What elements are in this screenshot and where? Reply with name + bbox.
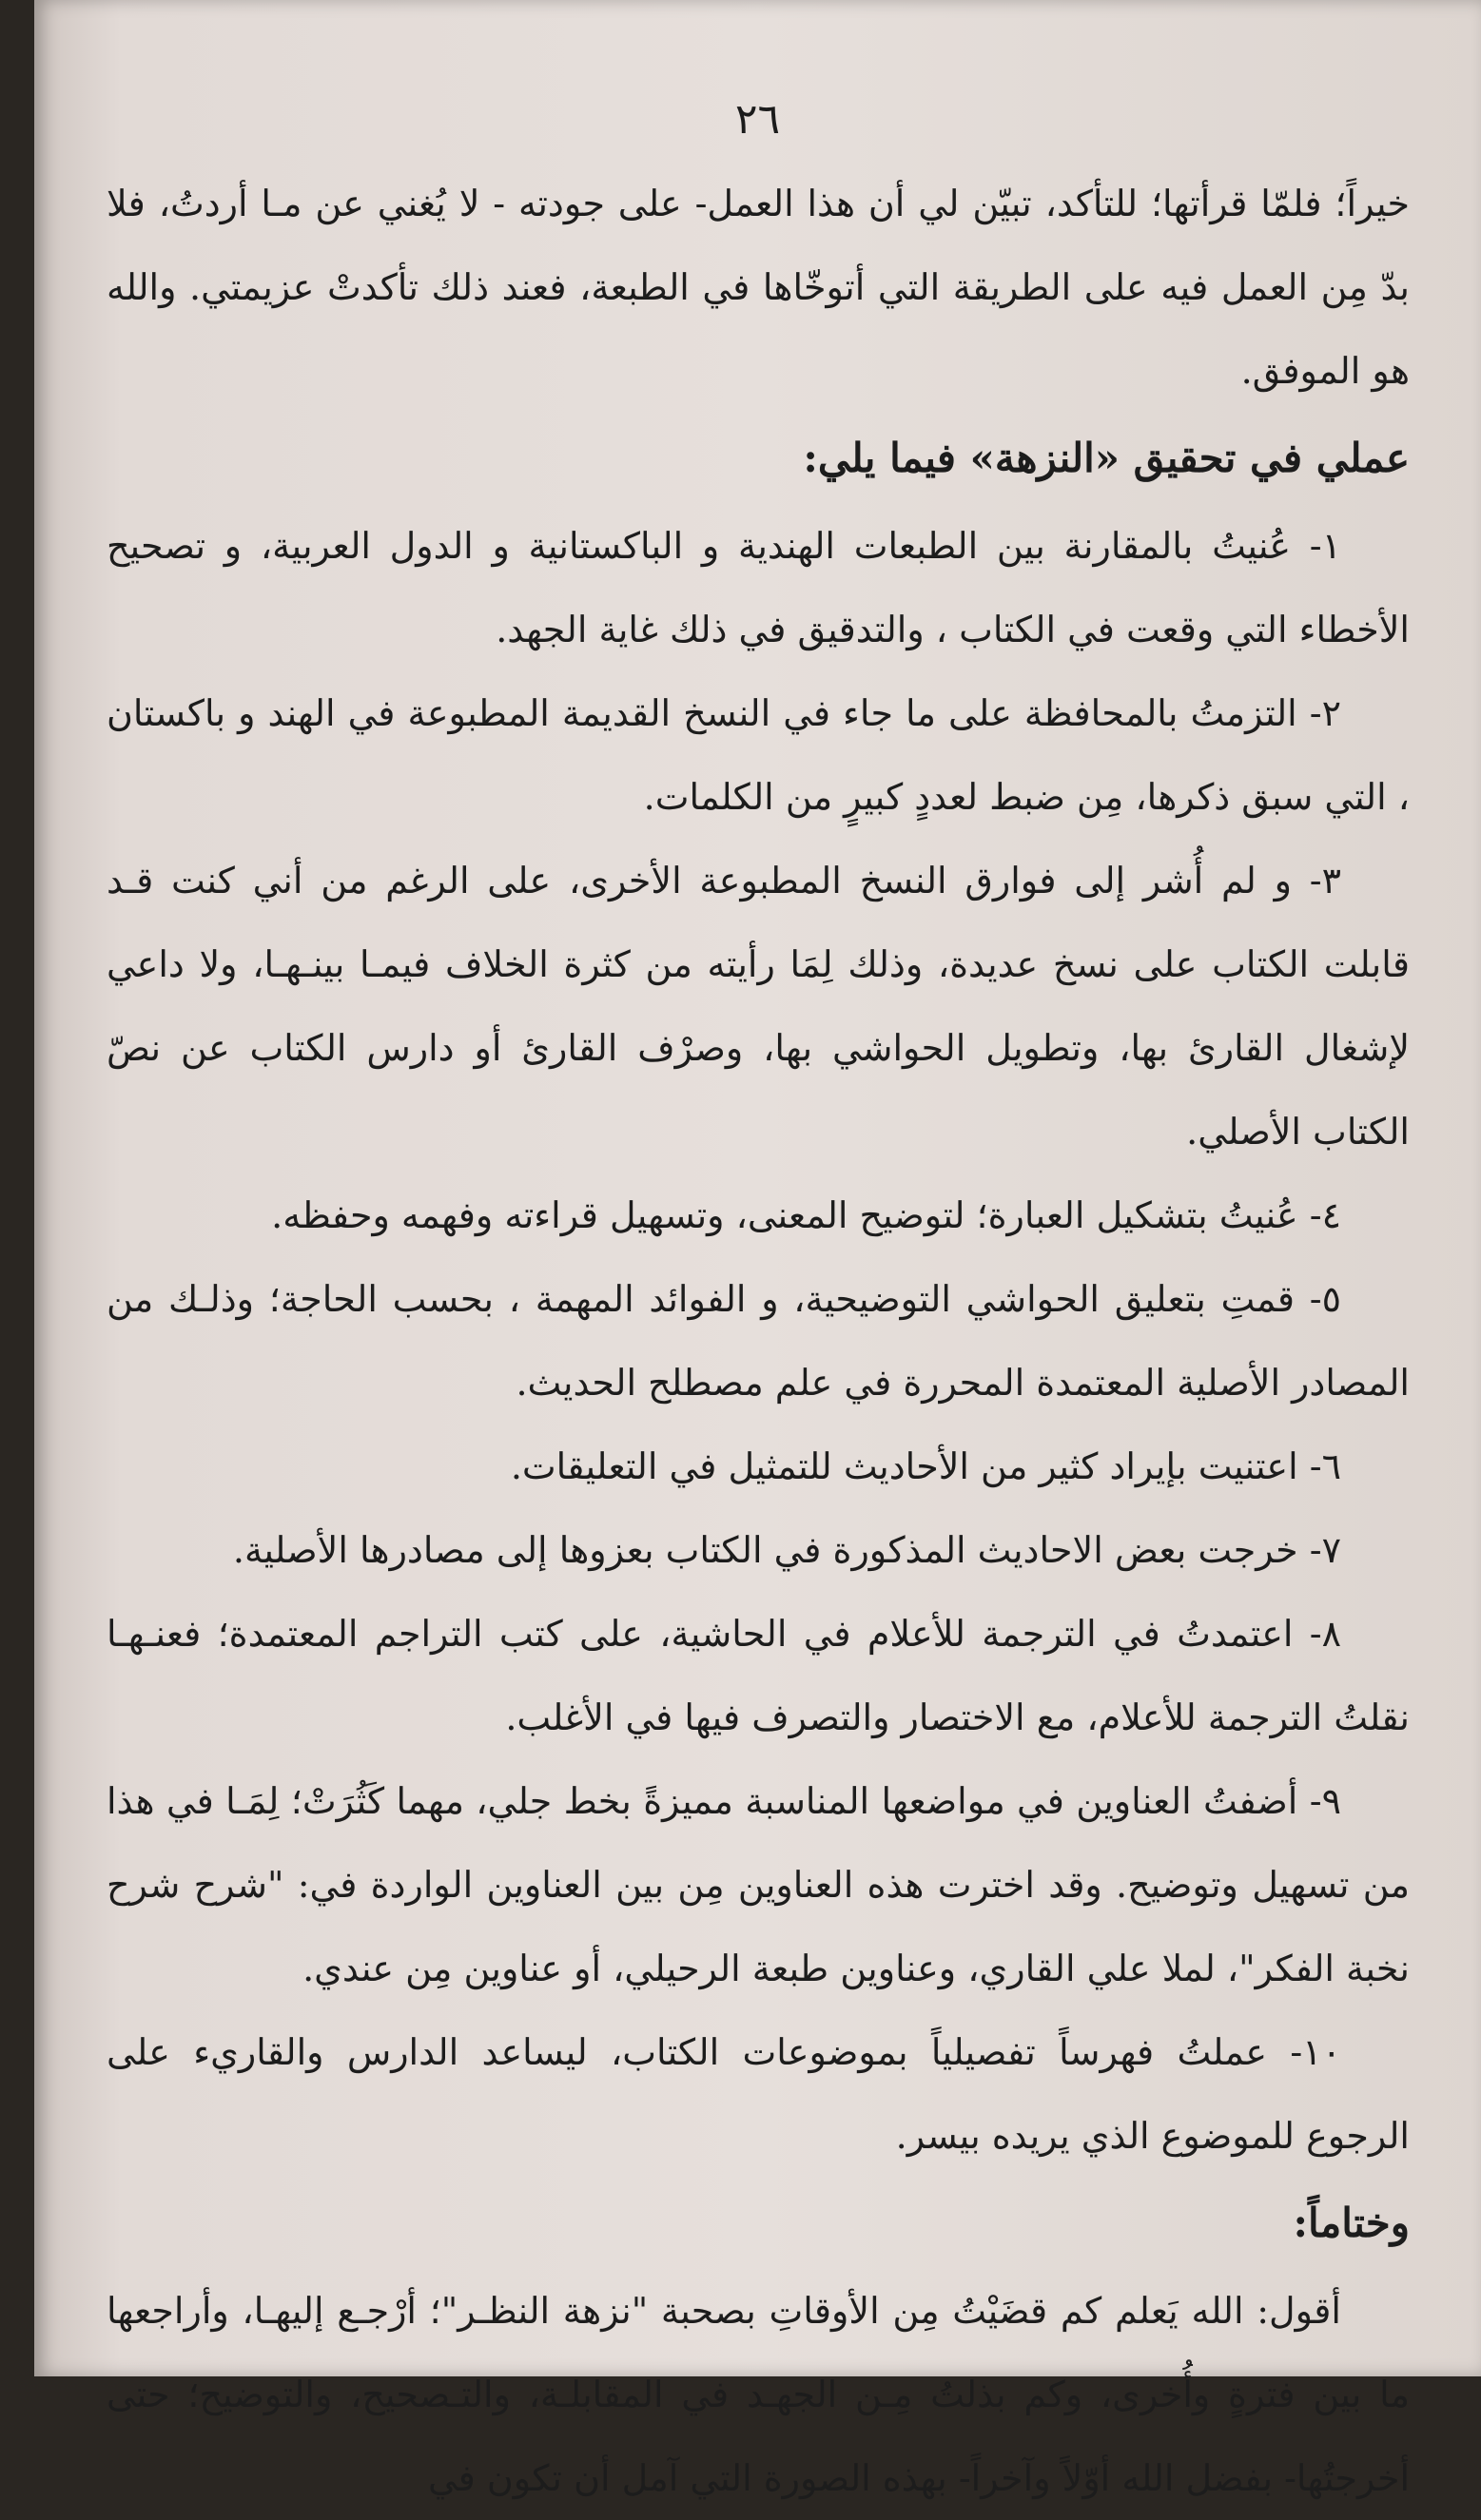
book-page <box>34 0 1481 2499</box>
list-item-4: ٤- عُنيتُ بتشكيل العبارة؛ لتوضيح المعنى، وتسهيل قراءته وفهمه وحفظه. <box>271 1194 1341 1236</box>
list-item-3: ٣- و لم أُشر إلى فوارق النسخ المطبوعة الأخرى، على الرغم من أني كنت قـد قابلت الكتاب على نسخ عديدة، وذلك لِمَا رأيته من كثرة الخلاف فيمـا بينـهـا، ولا داعي لإشغال القارئ بها، وتطويل الحواشي بها، وصرْف القارئ أو دارس الكتاب عن نصّ الكتاب الأصلي. <box>107 860 1410 1153</box>
page-body <box>107 162 1410 2520</box>
list-item-10: ١٠- عملتُ فهرساً تفصيلياً بموضوعات الكتاب، ليساعد الدارس والقاريء على الرجوع للموضوع الذي يريده بيسر. <box>107 2031 1410 2157</box>
list-item-7: ٧- خرجت بعض الاحاديث المذكورة في الكتاب بعزوها إلى مصادرها الأصلية. <box>232 1529 1341 1571</box>
intro-paragraph: خيراً؛ فلمّا قرأتها؛ للتأكد، تبيّن لي أن هذا العمل- على جودته - لا يُغني عن مـا أردتُ، فلا بدّ مِن العمل فيه على الطريقة التي أتوخّاها في الطبعة، فعند ذلك تأكدتْ عزيمتي. والله هو الموفق. <box>107 183 1410 392</box>
section-heading-closing: وختاماً: <box>1293 2200 1410 2246</box>
section-heading-work: عملي في تحقيق «النزهة» فيما يلي: <box>803 435 1410 481</box>
list-item-6: ٦- اعتنيت بإيراد كثير من الأحاديث للتمثيل في التعليقات. <box>510 1445 1341 1487</box>
page-number: ٢٦ <box>734 95 781 144</box>
list-item-9: ٩- أضفتُ العناوين في مواضعها المناسبة مميزةً بخط جلي، مهما كَثُرَتْ؛ لِمَـا في هذا من تسهيل وتوضيح. وقد اخترت هذه العناوين مِن بين العناوين الواردة في: "شرح شرح نخبة الفكر"، لملا علي القاري، وعناوين طبعة الرحيلي، أو عناوين مِن عندي. <box>107 1780 1410 1989</box>
list-item-8: ٨- اعتمدتُ في الترجمة للأعلام في الحاشية، على كتب التراجم المعتمدة؛ فعنـهـا نقلتُ الترجمة للأعلام، مع الاختصار والتصرف فيها في الأغلب. <box>107 1613 1410 1738</box>
list-item-1: ١- عُنيتُ بالمقارنة بين الطبعات الهندية و الباكستانية و الدول العربية، و تصحيح الأخطاء التي وقعت في الكتاب ، والتدقيق في ذلك غاية الجهد. <box>107 525 1410 650</box>
list-item-2: ٢- التزمتُ بالمحافظة على ما جاء في النسخ القديمة المطبوعة في الهند و باكستان ، التي سبق ذكرها، مِن ضبط لعددٍ كبيرٍ من الكلمات. <box>107 692 1410 818</box>
list-item-5: ٥- قمتِ بتعليق الحواشي التوضيحية، و الفوائد المهمة ، بحسب الحاجة؛ وذلـك من المصادر الأصلية المعتمدة المحررة في علم مصطلح الحديث. <box>107 1278 1410 1404</box>
closing-paragraph: أقول: الله يَعلم كم قضَيْتُ مِن الأوقاتِ بصحبة "نزهة النظـر"؛ أرْجـع إليهـا، وأراجعها ما بين فترةٍ وأُخرى، وكم بذلتُ مِـن الجهـد في المقابلـة، والتـصحيح، والتوضيح؛ حتى أخرجتُها- بفضل الله أوّلاً وآخراً- بهذه الصورة التي آمل أن تكون في <box>107 2290 1410 2499</box>
